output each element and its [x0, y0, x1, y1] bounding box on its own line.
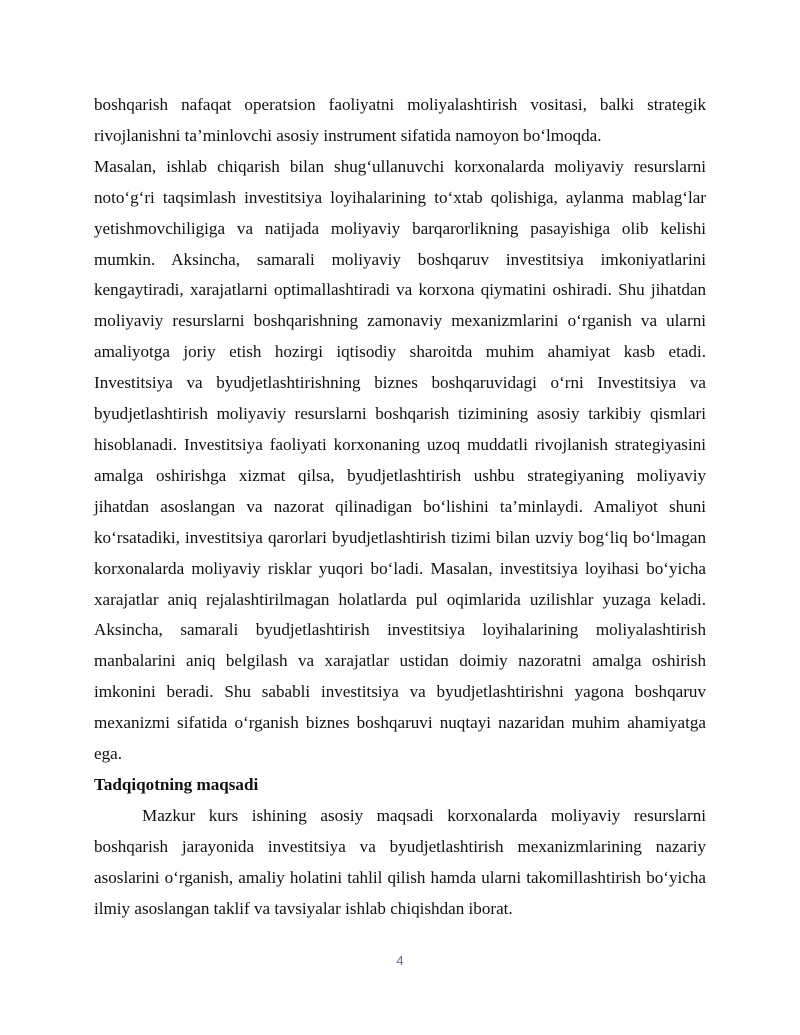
section-heading: Tadqiqotning maqsadi: [94, 774, 259, 794]
paragraph-continuation: boshqarish nafaqat operatsion faoliyatni moliyalashtirish vositasi, balki strategik rivojlanishni ta’minlovchi asosiy instrument sifatida namoyon bo‘lmoqda.: [94, 95, 706, 145]
section-paragraph: Mazkur kurs ishining asosiy maqsadi korxonalarda moliyaviy resurslarni boshqarish jarayonida investitsiya va byudjetlashtirish mexanizmlarining nazariy asoslarini o‘rganish, amaliy holatini tahlil qilish hamda ularni takomillashtirish bo‘yicha ilmiy asoslangan taklif va tavsiyalar ishlab chiqishdan iborat.: [94, 805, 706, 918]
page-number: 4: [396, 953, 404, 968]
document-body: [94, 90, 706, 924]
paragraph-main: Masalan, ishlab chiqarish bilan shug‘ullanuvchi korxonalarda moliyaviy resurslarni noto‘g‘ri taqsimlash investitsiya loyihalarining to‘xtab qolishiga, aylanma mablag‘lar yetishmovchiligiga va natijada moliyaviy barqarorlikning pasayishiga olib kelishi mumkin. Aksincha, samarali moliyaviy boshqaruv investitsiya imkoniyatlarini kengaytiradi, xarajatlarni optimallashtiradi va korxona qiymatini oshiradi. Shu jihatdan moliyaviy resurslarni boshqarishning zamonaviy mexanizmlarini o‘rganish va ularni amaliyotga joriy etish hozirgi iqtisodiy sharoitda muhim ahamiyat kasb etadi. Investitsiya va byudjetlashtirishning biznes boshqaruvidagi o‘rni Investitsiya va byudjetlashtirish moliyaviy resurslarni boshqarish tizimining asosiy tarkibiy qismlari hisoblanadi. Investitsiya faoliyati korxonaning uzoq muddatli rivojlanish strategiyasini amalga oshirishga xizmat qilsa, byudjetlashtirish ushbu strategiyaning moliyaviy jihatdan asoslangan va nazorat qilinadigan bo‘lishini ta’minlaydi. Amaliyot shuni ko‘rsatadiki, investitsiya qarorlari byudjetlashtirish tizimi bilan uzviy bog‘liq bo‘lmagan korxonalarda moliyaviy risklar yuqori bo‘ladi. Masalan, investitsiya loyihasi bo‘yicha xarajatlar aniq rejalashtirilmagan holatlarda pul oqimlarida uzilishlar yuzaga keladi. Aksincha, samarali byudjetlashtirish investitsiya loyihalarining moliyalashtirish manbalarini aniq belgilash va xarajatlar ustidan doimiy nazoratni amalga oshirish imkonini beradi. Shu sababli investitsiya va byudjetlashtirishni yagona boshqaruv mexanizmi sifatida o‘rganish biznes boshqaruvi nuqtayi nazaridan muhim ahamiyatga ega.: [94, 156, 706, 764]
